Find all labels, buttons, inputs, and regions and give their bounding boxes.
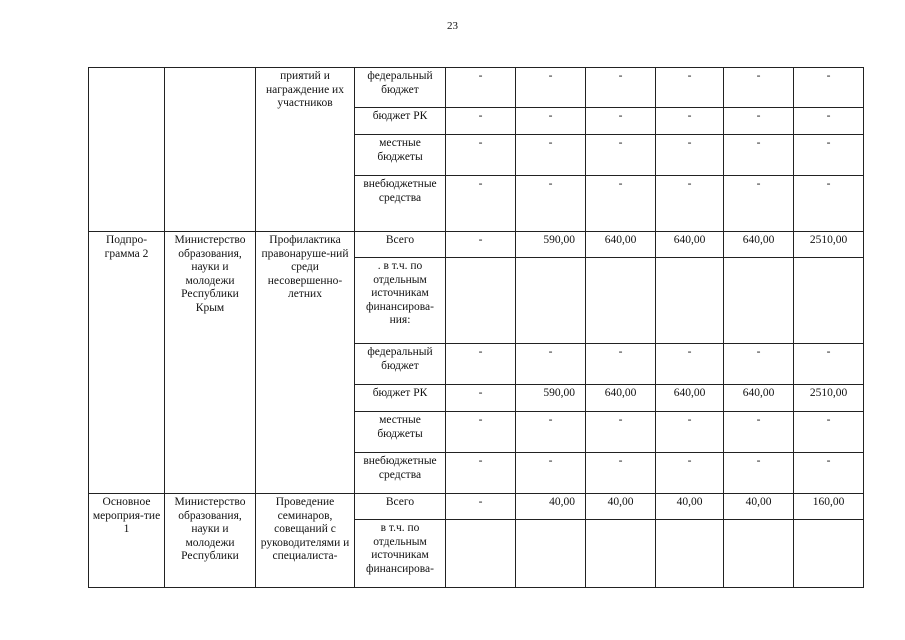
table-cell: бюджет РК [355, 108, 446, 135]
table-cell: - [794, 68, 864, 108]
table-row [89, 232, 864, 258]
table-cell [656, 520, 724, 588]
table-cell: - [446, 135, 516, 176]
table-cell: - [794, 412, 864, 453]
table-cell: - [586, 135, 656, 176]
table-cell: федеральный бюджет [355, 344, 446, 385]
table-cell: - [446, 453, 516, 494]
table-cell: - [516, 453, 586, 494]
table-cell: местные бюджеты [355, 412, 446, 453]
table-cell [165, 68, 256, 232]
table-cell: 640,00 [656, 232, 724, 258]
table-cell: - [586, 176, 656, 232]
table-cell [724, 520, 794, 588]
table-cell: - [724, 68, 794, 108]
table-cell: - [794, 108, 864, 135]
table-cell [794, 258, 864, 344]
table-cell: - [446, 412, 516, 453]
table-cell [89, 68, 165, 232]
table-cell: 40,00 [516, 494, 586, 520]
table-cell: - [724, 344, 794, 385]
table-cell: 2510,00 [794, 232, 864, 258]
table-cell: - [516, 412, 586, 453]
table-cell: 40,00 [586, 494, 656, 520]
table-cell: 640,00 [724, 232, 794, 258]
table-cell: - [656, 108, 724, 135]
table-cell [446, 520, 516, 588]
table-cell: местные бюджеты [355, 135, 446, 176]
table-cell: - [586, 412, 656, 453]
table-cell: . в т.ч. по отдельным источникам финансирова-ния: [355, 258, 446, 344]
table-cell: - [656, 412, 724, 453]
table-cell: - [586, 344, 656, 385]
table-cell: в т.ч. по отдельным источникам финансирова- [355, 520, 446, 588]
table-cell: - [446, 344, 516, 385]
table-cell: - [446, 176, 516, 232]
table-cell: - [516, 108, 586, 135]
table-cell: - [516, 68, 586, 108]
table-cell [794, 520, 864, 588]
table-cell: - [446, 108, 516, 135]
table-cell: Министерство образования, науки и молодежи Республики [165, 494, 256, 588]
table-cell: Проведение семинаров, совещаний с руководителями и специалиста- [256, 494, 355, 588]
table-cell: - [794, 176, 864, 232]
table-cell: - [446, 494, 516, 520]
table-cell: федеральный бюджет [355, 68, 446, 108]
table-cell [656, 258, 724, 344]
table-cell: - [724, 108, 794, 135]
table-cell: Основное мероприя-тие 1 [89, 494, 165, 588]
table-cell: - [586, 453, 656, 494]
table-cell: - [724, 412, 794, 453]
table-cell: Всего [355, 232, 446, 258]
table-cell: приятий и награждение их участников [256, 68, 355, 232]
table-cell: бюджет РК [355, 385, 446, 412]
table-row [89, 68, 864, 108]
table-cell: внебюджетные средства [355, 176, 446, 232]
table-cell: - [516, 344, 586, 385]
page-number: 23 [447, 20, 458, 32]
table-row [89, 494, 864, 520]
table-cell: - [656, 135, 724, 176]
table-cell: - [446, 232, 516, 258]
table-cell: 40,00 [656, 494, 724, 520]
table-cell: 640,00 [656, 385, 724, 412]
table-cell: Министерство образования, науки и молодежи Республики Крым [165, 232, 256, 494]
table-cell: - [586, 108, 656, 135]
table-cell: - [656, 344, 724, 385]
table-cell [586, 258, 656, 344]
table-cell [724, 258, 794, 344]
table-cell: 640,00 [586, 385, 656, 412]
table-cell: - [724, 453, 794, 494]
table-cell: 160,00 [794, 494, 864, 520]
table-cell: - [794, 453, 864, 494]
table-cell [586, 520, 656, 588]
table-cell: - [516, 135, 586, 176]
table-cell: - [656, 176, 724, 232]
table-cell [516, 258, 586, 344]
table-cell: 2510,00 [794, 385, 864, 412]
table-cell: 590,00 [516, 385, 586, 412]
table-cell [516, 520, 586, 588]
table-cell: 640,00 [724, 385, 794, 412]
table-cell: - [656, 453, 724, 494]
table-cell: - [656, 68, 724, 108]
budget-table [88, 67, 864, 588]
table-cell: 640,00 [586, 232, 656, 258]
table-cell: - [516, 176, 586, 232]
table-cell: - [724, 135, 794, 176]
table-cell: Всего [355, 494, 446, 520]
table-cell: Профилактика правонаруше-ний среди несовершенно-летних [256, 232, 355, 494]
table-cell: Подпро-грамма 2 [89, 232, 165, 494]
table-cell: внебюджетные средства [355, 453, 446, 494]
table-cell: - [794, 135, 864, 176]
table-cell [446, 258, 516, 344]
table-cell: - [586, 68, 656, 108]
table-cell: 40,00 [724, 494, 794, 520]
table-cell: - [794, 344, 864, 385]
table-cell: 590,00 [516, 232, 586, 258]
table-cell: - [724, 176, 794, 232]
table-cell: - [446, 385, 516, 412]
table-cell: - [446, 68, 516, 108]
